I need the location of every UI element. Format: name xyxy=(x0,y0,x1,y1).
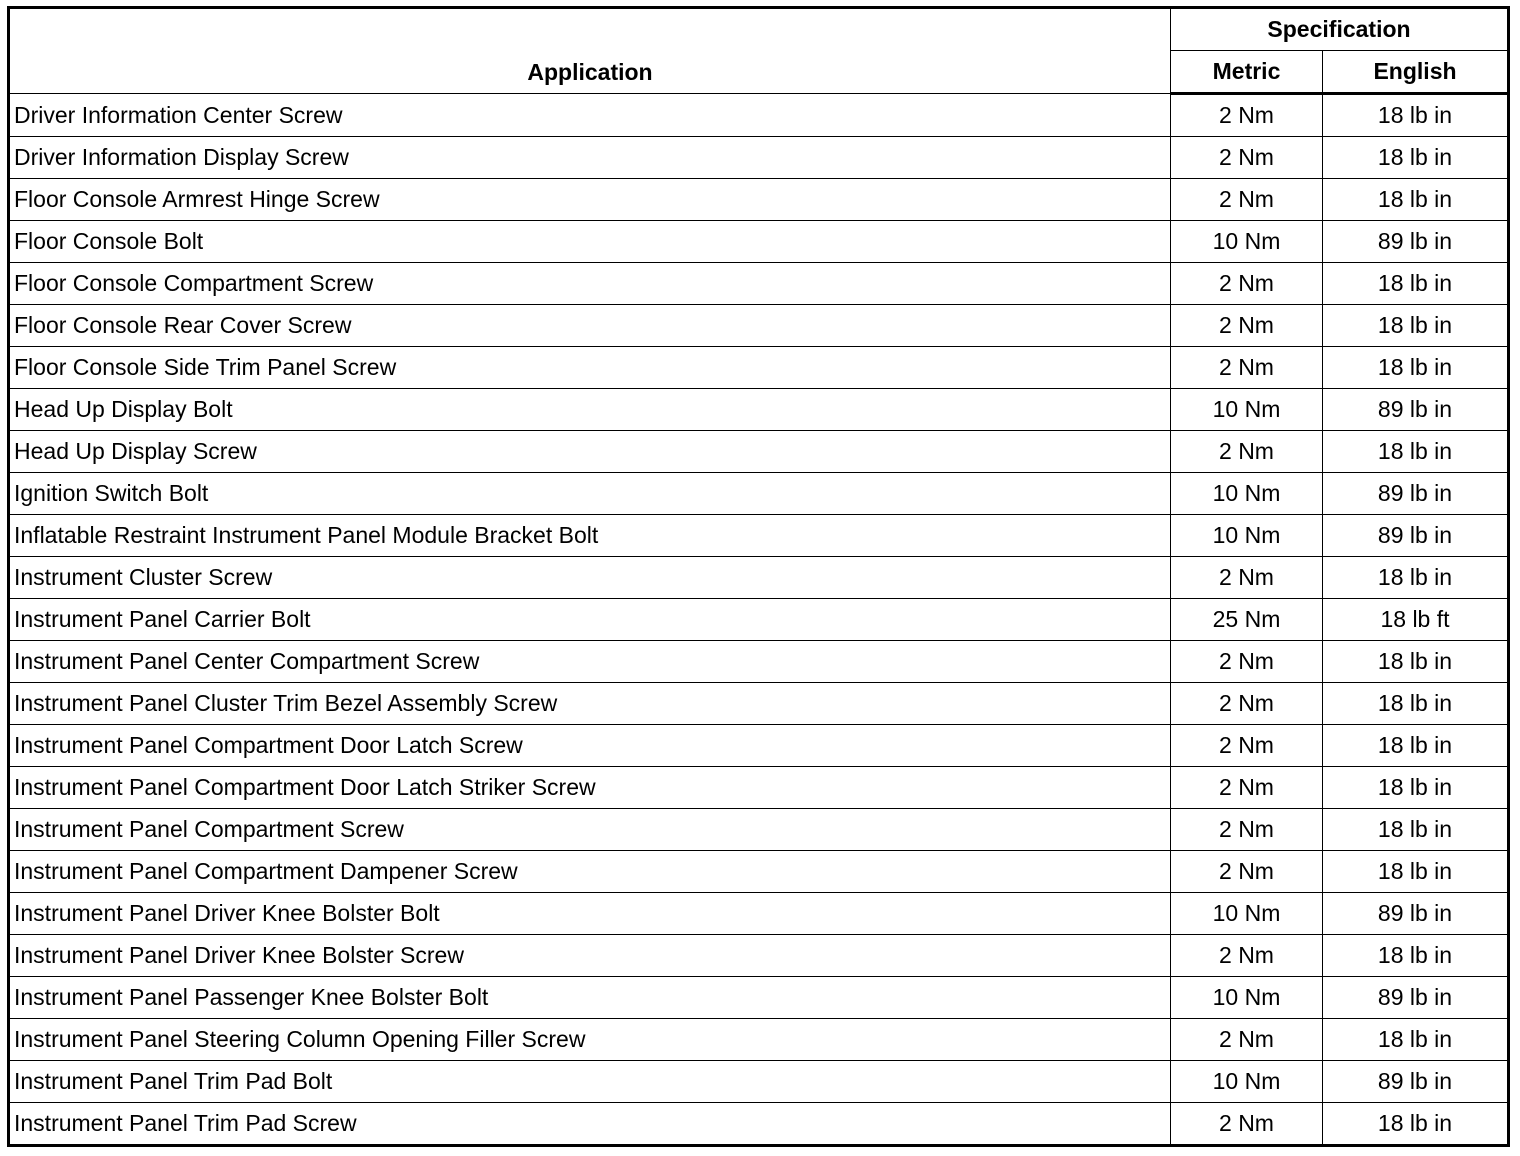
english-value-cell: 18 lb in xyxy=(1323,851,1509,893)
metric-value-cell: 10 Nm xyxy=(1171,977,1323,1019)
table-row xyxy=(9,94,1509,137)
table-row xyxy=(9,683,1509,725)
metric-value-cell: 2 Nm xyxy=(1171,137,1323,179)
english-value-cell: 89 lb in xyxy=(1323,515,1509,557)
english-value-cell: 18 lb in xyxy=(1323,641,1509,683)
english-value-cell: 18 lb in xyxy=(1323,263,1509,305)
application-cell: Instrument Panel Compartment Screw xyxy=(9,809,1171,851)
application-cell: Instrument Cluster Screw xyxy=(9,557,1171,599)
application-cell: Instrument Panel Compartment Door Latch Striker Screw xyxy=(9,767,1171,809)
english-value-cell: 18 lb in xyxy=(1323,137,1509,179)
application-cell: Instrument Panel Driver Knee Bolster Screw xyxy=(9,935,1171,977)
metric-value-cell: 2 Nm xyxy=(1171,851,1323,893)
metric-value-cell: 2 Nm xyxy=(1171,1103,1323,1146)
metric-value-cell: 2 Nm xyxy=(1171,683,1323,725)
table-row xyxy=(9,767,1509,809)
metric-value-cell: 2 Nm xyxy=(1171,431,1323,473)
table-row xyxy=(9,515,1509,557)
table-row xyxy=(9,1061,1509,1103)
table-row xyxy=(9,641,1509,683)
metric-value-cell: 10 Nm xyxy=(1171,1061,1323,1103)
application-cell: Driver Information Display Screw xyxy=(9,137,1171,179)
metric-value-cell: 2 Nm xyxy=(1171,641,1323,683)
table-body xyxy=(9,94,1509,1146)
table-row xyxy=(9,137,1509,179)
english-value-cell: 18 lb in xyxy=(1323,305,1509,347)
application-column-header: Application xyxy=(9,8,1171,94)
english-value-cell: 18 lb ft xyxy=(1323,599,1509,641)
english-value-cell: 18 lb in xyxy=(1323,1103,1509,1146)
application-cell: Floor Console Compartment Screw xyxy=(9,263,1171,305)
application-cell: Instrument Panel Carrier Bolt xyxy=(9,599,1171,641)
english-value-cell: 89 lb in xyxy=(1323,1061,1509,1103)
application-cell: Ignition Switch Bolt xyxy=(9,473,1171,515)
table-row xyxy=(9,809,1509,851)
application-cell: Floor Console Armrest Hinge Screw xyxy=(9,179,1171,221)
english-value-cell: 18 lb in xyxy=(1323,935,1509,977)
english-value-cell: 18 lb in xyxy=(1323,725,1509,767)
table-row xyxy=(9,977,1509,1019)
application-cell: Instrument Panel Compartment Door Latch Screw xyxy=(9,725,1171,767)
fastener-specification-table xyxy=(7,6,1510,1147)
metric-value-cell: 2 Nm xyxy=(1171,263,1323,305)
metric-value-cell: 10 Nm xyxy=(1171,893,1323,935)
metric-value-cell: 2 Nm xyxy=(1171,305,1323,347)
english-value-cell: 89 lb in xyxy=(1323,977,1509,1019)
table-row xyxy=(9,725,1509,767)
metric-value-cell: 2 Nm xyxy=(1171,725,1323,767)
english-value-cell: 18 lb in xyxy=(1323,179,1509,221)
application-cell: Head Up Display Screw xyxy=(9,431,1171,473)
table-row xyxy=(9,893,1509,935)
application-cell: Inflatable Restraint Instrument Panel Module Bracket Bolt xyxy=(9,515,1171,557)
table-row xyxy=(9,179,1509,221)
application-cell: Instrument Panel Driver Knee Bolster Bolt xyxy=(9,893,1171,935)
english-value-cell: 89 lb in xyxy=(1323,221,1509,263)
application-cell: Instrument Panel Steering Column Opening Filler Screw xyxy=(9,1019,1171,1061)
table-row xyxy=(9,473,1509,515)
metric-value-cell: 10 Nm xyxy=(1171,473,1323,515)
metric-value-cell: 10 Nm xyxy=(1171,221,1323,263)
application-cell: Instrument Panel Compartment Dampener Screw xyxy=(9,851,1171,893)
application-cell: Instrument Panel Trim Pad Bolt xyxy=(9,1061,1171,1103)
english-value-cell: 18 lb in xyxy=(1323,557,1509,599)
english-value-cell: 18 lb in xyxy=(1323,683,1509,725)
table-row xyxy=(9,851,1509,893)
english-value-cell: 18 lb in xyxy=(1323,347,1509,389)
metric-value-cell: 2 Nm xyxy=(1171,557,1323,599)
english-value-cell: 18 lb in xyxy=(1323,1019,1509,1061)
metric-value-cell: 2 Nm xyxy=(1171,767,1323,809)
table-row xyxy=(9,221,1509,263)
table-row xyxy=(9,431,1509,473)
metric-value-cell: 2 Nm xyxy=(1171,179,1323,221)
english-column-header: English xyxy=(1323,51,1509,94)
application-cell: Floor Console Side Trim Panel Screw xyxy=(9,347,1171,389)
english-value-cell: 89 lb in xyxy=(1323,473,1509,515)
application-cell: Floor Console Rear Cover Screw xyxy=(9,305,1171,347)
application-cell: Driver Information Center Screw xyxy=(9,94,1171,137)
table-row xyxy=(9,1019,1509,1061)
table-row xyxy=(9,305,1509,347)
metric-value-cell: 2 Nm xyxy=(1171,1019,1323,1061)
english-value-cell: 18 lb in xyxy=(1323,94,1509,137)
english-value-cell: 89 lb in xyxy=(1323,389,1509,431)
table-header xyxy=(9,8,1509,94)
metric-value-cell: 2 Nm xyxy=(1171,809,1323,851)
table-row xyxy=(9,347,1509,389)
metric-value-cell: 2 Nm xyxy=(1171,94,1323,137)
table-row xyxy=(9,263,1509,305)
metric-value-cell: 25 Nm xyxy=(1171,599,1323,641)
metric-value-cell: 10 Nm xyxy=(1171,515,1323,557)
application-cell: Instrument Panel Passenger Knee Bolster Bolt xyxy=(9,977,1171,1019)
english-value-cell: 89 lb in xyxy=(1323,893,1509,935)
specification-group-header: Specification xyxy=(1171,8,1509,51)
metric-value-cell: 10 Nm xyxy=(1171,389,1323,431)
application-cell: Floor Console Bolt xyxy=(9,221,1171,263)
application-cell: Instrument Panel Center Compartment Screw xyxy=(9,641,1171,683)
application-cell: Head Up Display Bolt xyxy=(9,389,1171,431)
application-cell: Instrument Panel Trim Pad Screw xyxy=(9,1103,1171,1146)
english-value-cell: 18 lb in xyxy=(1323,767,1509,809)
application-cell: Instrument Panel Cluster Trim Bezel Assembly Screw xyxy=(9,683,1171,725)
english-value-cell: 18 lb in xyxy=(1323,809,1509,851)
header-row-top xyxy=(9,8,1509,51)
metric-column-header: Metric xyxy=(1171,51,1323,94)
table-row xyxy=(9,935,1509,977)
english-value-cell: 18 lb in xyxy=(1323,431,1509,473)
table-row xyxy=(9,389,1509,431)
table-row xyxy=(9,1103,1509,1146)
metric-value-cell: 2 Nm xyxy=(1171,935,1323,977)
table-row xyxy=(9,557,1509,599)
metric-value-cell: 2 Nm xyxy=(1171,347,1323,389)
table-row xyxy=(9,599,1509,641)
